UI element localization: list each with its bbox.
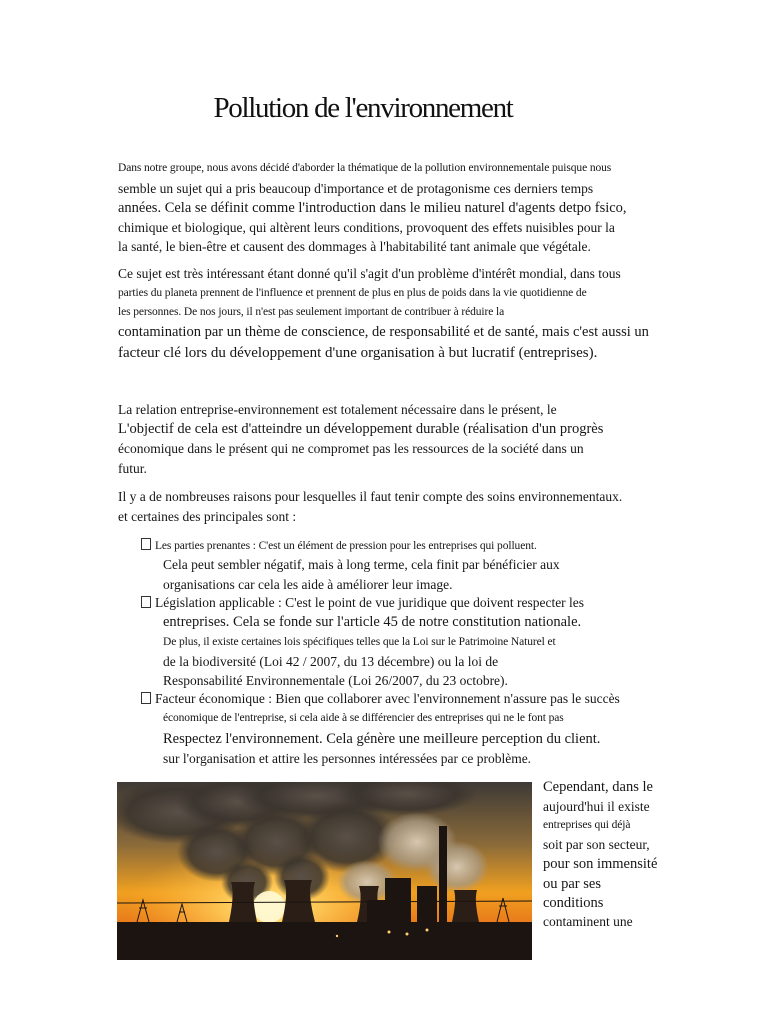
power-plant-illustration: [117, 782, 532, 960]
paragraph-1-line: Dans notre groupe, nous avons décidé d'aborder la thématique de la pollution environnementale puisque nous: [118, 162, 612, 174]
bullet-line: Législation applicable : C'est le point de vue juridique que doivent respecter les: [155, 595, 585, 610]
bullet-line: organisations car cela les aide à améliorer leur image.: [163, 577, 453, 592]
bullet-item: [141, 691, 620, 707]
side-text-line: pour son immensité: [543, 856, 658, 872]
paragraph-1-line: chimique et biologique, qui altèrent leurs conditions, provoquent des effets nuisibles pour la: [118, 220, 615, 235]
bullet-line: Facteur économique : Bien que collaborer avec l'environnement n'assure pas le succès: [155, 691, 620, 706]
paragraph-1-line: la santé, le bien-être et causent des dommages à l'habitabilité tant animale que végétale.: [118, 239, 591, 254]
paragraph-3-line: économique dans le présent qui ne compromet pas les ressources de la société dans un: [118, 441, 584, 456]
page-title: Pollution de l'environnement: [213, 92, 513, 124]
paragraph-1-line: années. Cela se définit comme l'introduction dans le milieu naturel d'agents detpo fsico,: [118, 200, 627, 216]
paragraph-2-line: contamination par un thème de conscience, de responsabilité et de santé, mais c'est aussi un: [118, 324, 649, 340]
pollution-photo: [117, 782, 532, 960]
sun-icon: [253, 891, 285, 923]
paragraph-2-line: parties du planeta prennent de l'influence et prennent de plus en plus de poids dans la vie quotidienne de: [118, 287, 587, 299]
bullet-line: économique de l'entreprise, si cela aide à se différencier des entreprises qui ne le font pas: [163, 712, 564, 724]
bullet-line: De plus, il existe certaines lois spécifiques telles que la Loi sur le Patrimoine Naturel et: [163, 636, 556, 648]
side-text-line: conditions: [543, 895, 604, 911]
side-text-line: Cependant, dans le: [543, 779, 653, 795]
bullet-line: sur l'organisation et attire les personnes intéressées par ce problème.: [163, 751, 532, 766]
bullet-item: [141, 595, 584, 611]
bullet-icon: [141, 538, 151, 550]
paragraph-2-line: Ce sujet est très intéressant étant donné qu'il s'agit d'un problème d'intérêt mondial, dans tous: [118, 266, 621, 281]
paragraph-3-line: futur.: [118, 461, 147, 476]
bullet-line: Responsabilité Environnementale (Loi 26/2007, du 23 octobre).: [163, 673, 508, 688]
side-text-line: entreprises qui déjà: [543, 819, 631, 831]
bullet-item: [141, 538, 537, 552]
paragraph-3-line: L'objectif de cela est d'atteindre un développement durable (réalisation d'un progrès: [118, 421, 604, 437]
bullet-line: entreprises. Cela se fonde sur l'article 45 de notre constitution nationale.: [163, 614, 582, 630]
side-text-line: soit par son secteur,: [543, 837, 650, 852]
bullet-icon: [141, 596, 151, 608]
side-text-line: aujourd'hui il existe: [543, 799, 650, 814]
bullet-line: de la biodiversité (Loi 42 / 2007, du 13 décembre) ou la loi de: [163, 654, 499, 669]
bullet-line: Les parties prenantes : C'est un élément de pression pour les entreprises qui polluent.: [155, 540, 537, 552]
side-text-line: ou par ses: [543, 876, 601, 892]
paragraph-4-line: et certaines des principales sont :: [118, 509, 297, 524]
bullet-line: Cela peut sembler négatif, mais à long terme, cela finit par bénéficier aux: [163, 557, 560, 572]
paragraph-2-line: les personnes. De nos jours, il n'est pas seulement important de contribuer à réduire la: [118, 306, 505, 318]
paragraph-4-line: Il y a de nombreuses raisons pour lesquelles il faut tenir compte des soins environnementaux.: [118, 489, 623, 504]
paragraph-3-line: La relation entreprise-environnement est totalement nécessaire dans le présent, le: [118, 402, 557, 417]
paragraph-2-line: facteur clé lors du développement d'une organisation à but lucratif (entreprises).: [118, 345, 598, 361]
bullet-icon: [141, 692, 151, 704]
side-text-line: contaminent une: [543, 914, 633, 929]
bullet-line: Respectez l'environnement. Cela génère une meilleure perception du client.: [163, 731, 601, 747]
paragraph-1-line: semble un sujet qui a pris beaucoup d'importance et de protagonisme ces derniers temps: [118, 181, 594, 196]
